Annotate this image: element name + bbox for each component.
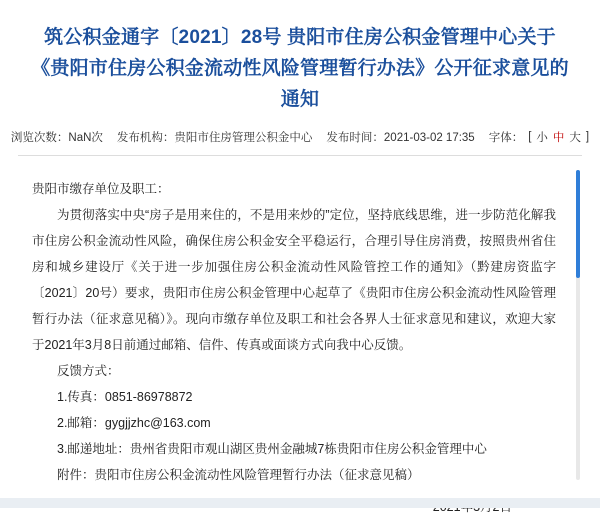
font-size-large-button[interactable]: 大 (569, 132, 581, 144)
publish-time-meta (326, 129, 474, 145)
feedback-title: 反馈方式： (57, 364, 120, 378)
publisher-value: 贵阳市住房管理公积金中心 (174, 132, 313, 144)
font-size-label: 字体： (488, 132, 524, 144)
feedback-item-address: 3.邮递地址：贵州省贵阳市观山湖区贵州金融城7栋贵阳市住房公积金管理中心 (57, 442, 487, 456)
scrollbar-thumb[interactable] (576, 170, 580, 278)
document-meta (0, 121, 600, 155)
header-divider (18, 155, 582, 156)
font-size-small-button[interactable]: 小 (536, 132, 548, 144)
font-size-medium-button[interactable]: 中 (552, 132, 565, 144)
paragraph-1: 为贯彻落实中央“房子是用来住的，不是用来炒的”定位，坚持底线思维，进一步防范化解我市住房公积金流动性风险，确保住房公积金安全平稳运行，合理引导住房消费，按照贵州省住房和城乡建设厅《关于进一步加强住房公积金流动性风险管控工作的通知》（黔建房资监字〔2021〕20号）要求，贵阳市住房公积金管理中心起草了《贵阳市住房公积金流动性风险管理暂行办法（征求意见稿）》。现向市缴存单位及职工和社会各界人士征求意见和建议，欢迎大家于2021年3月8日前通过邮箱、信件、传真或面谈方式向我中心反馈。 (32, 208, 556, 352)
publish-time-label: 发布时间： (326, 132, 384, 144)
bottom-bar (0, 498, 600, 508)
font-bracket-right: ] (585, 131, 590, 143)
publisher-label: 发布机构： (116, 132, 175, 144)
salutation: 贵阳市缴存单位及职工： (32, 182, 170, 196)
content-scrollbar[interactable] (576, 170, 580, 480)
publish-time-value: 2021-03-02 17:35 (383, 132, 475, 144)
attachment-line: 附件：贵阳市住房公积金流动性风险管理暂行办法（征求意见稿） (57, 468, 420, 482)
content-scroll-area[interactable] (18, 166, 582, 484)
title-section (0, 0, 600, 121)
bottom-bar-fill (0, 498, 600, 508)
page-title: 筑公积金通字〔2021〕28号 贵阳市住房公积金管理中心关于《贵阳市住房公积金流动性风险管理暂行办法》公开征求意见的通知 (31, 27, 569, 110)
font-size-control[interactable] (489, 129, 589, 145)
views-meta (11, 129, 103, 145)
views-label: 浏览次数： (10, 132, 69, 144)
views-value: NaN次 (68, 132, 103, 144)
feedback-item-fax: 1.传真：0851-86978872 (57, 390, 193, 404)
font-bracket-left: [ (528, 131, 532, 143)
publisher-meta (117, 129, 313, 145)
document-body (18, 166, 582, 520)
feedback-item-email: 2.邮箱：gygjjzhc@163.com (57, 416, 211, 430)
